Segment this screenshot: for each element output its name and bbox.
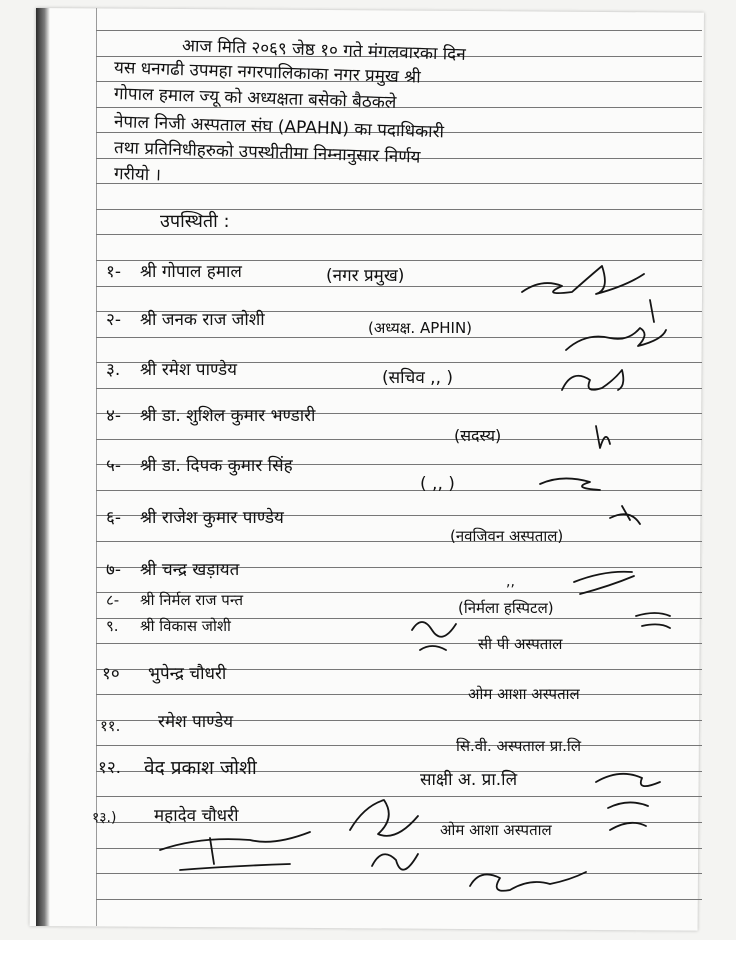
paragraph-line-5: तथा प्रतिनिधीहरुको उपस्थीतीमा निम्नानुसार निर्णय [113,138,421,168]
attendee-10-role: ओम आशा अस्पताल [468,685,580,703]
attendee-6-role: (नवजिवन अस्पताल) [450,527,564,545]
signature-9 [412,622,456,650]
attendee-5-no: ५- [106,456,121,476]
attendee-12-no: १२. [98,758,122,778]
signature-13d [610,823,646,830]
attendance-heading: उपस्थिती : [160,211,230,232]
attendee-10-name: भुपेन्द्र चौधरी [148,664,227,684]
attendee-8-role: (निर्मला हस्पिटल) [458,599,554,617]
attendee-13-role: ओम आशा अस्पताल [440,821,552,839]
attendee-12-name: वेद प्रकाश जोशी [144,757,257,779]
signature-6 [610,506,640,524]
bottom-margin [0,940,736,960]
signature-13a [350,800,418,870]
attendee-9-no: ९. [106,617,119,635]
attendee-1-name: श्री गोपाल हमाल [140,262,242,282]
signature-8 [636,613,670,628]
signature-12 [596,774,660,808]
attendee-3-name: श्री रमेश पाण्डेय [140,360,238,380]
attendee-13-name: महादेव चौधरी [154,806,239,826]
attendee-6-no: ६- [106,508,121,528]
attendee-1-no: १- [106,262,121,282]
attendee-6-name: श्री राजेश कुमार पाण्डेय [140,508,284,528]
attendee-10-no: १० [102,664,120,684]
signature-13b [160,832,310,870]
attendee-8-no: ८- [106,591,120,609]
attendee-13-no: १३.) [92,810,117,826]
attendee-2-role: (अध्यक्ष. APHIN) [368,319,473,337]
paragraph-line-6: गरीयो । [113,164,162,186]
paragraph-line-4: नेपाल निजी अस्पताल संघ (APAHN) का पदाधिकारी [113,112,445,143]
attendee-8-name: श्री निर्मल राज पन्त [140,591,243,609]
paragraph-line-3: गोपाल हमाल ज्यू को अध्यक्षता बसेको बैठकले [113,84,397,113]
attendee-4-role: (सदस्य) [454,426,502,445]
signature-3 [562,370,623,390]
attendee-11-role: सि.वी. अस्पताल प्रा.लि [456,737,581,755]
attendee-3-no: ३. [106,360,121,380]
attendee-4-no: ४- [106,406,121,426]
attendee-7-role: ,, [506,574,515,590]
attendee-1-role: (नगर प्रमुख) [326,266,405,286]
attendee-7-name: श्री चन्द्र खड़ायत [140,560,240,580]
signature-1 [522,266,644,294]
signature-2 [566,300,666,350]
paragraph-line-1: आज मिति २०६९ जेष्ठ १० गते मंगलवारका दिन [181,36,466,65]
attendee-2-name: श्री जनक राज जोशी [140,310,265,330]
attendee-4-name: श्री डा. शुशिल कुमार भण्डारी [140,406,316,426]
signature-13c [470,872,586,891]
attendee-7-no: ७- [106,560,121,580]
attendee-11-name: रमेश पाण्डेय [158,712,234,732]
signature-4 [596,426,610,448]
attendee-3-role: (सचिव ,, ) [382,368,454,388]
attendee-9-role: सी पी अस्पताल [478,635,563,653]
signature-5 [540,478,600,490]
attendee-9-name: श्री विकास जोशी [140,617,231,635]
attendee-5-name: श्री डा. दिपक कुमार सिंह [140,456,293,476]
attendee-5-role: ( ,, ) [420,474,455,494]
signature-7 [574,572,634,594]
attendee-2-no: २- [106,310,121,330]
attendee-11-no: ११. [100,717,121,735]
paragraph-line-2: यस धनगढी उपमहा नगरपालिकाका नगर प्रमुख श्री [113,58,421,88]
attendee-12-role: साक्षी अ. प्रा.लि [420,770,518,790]
